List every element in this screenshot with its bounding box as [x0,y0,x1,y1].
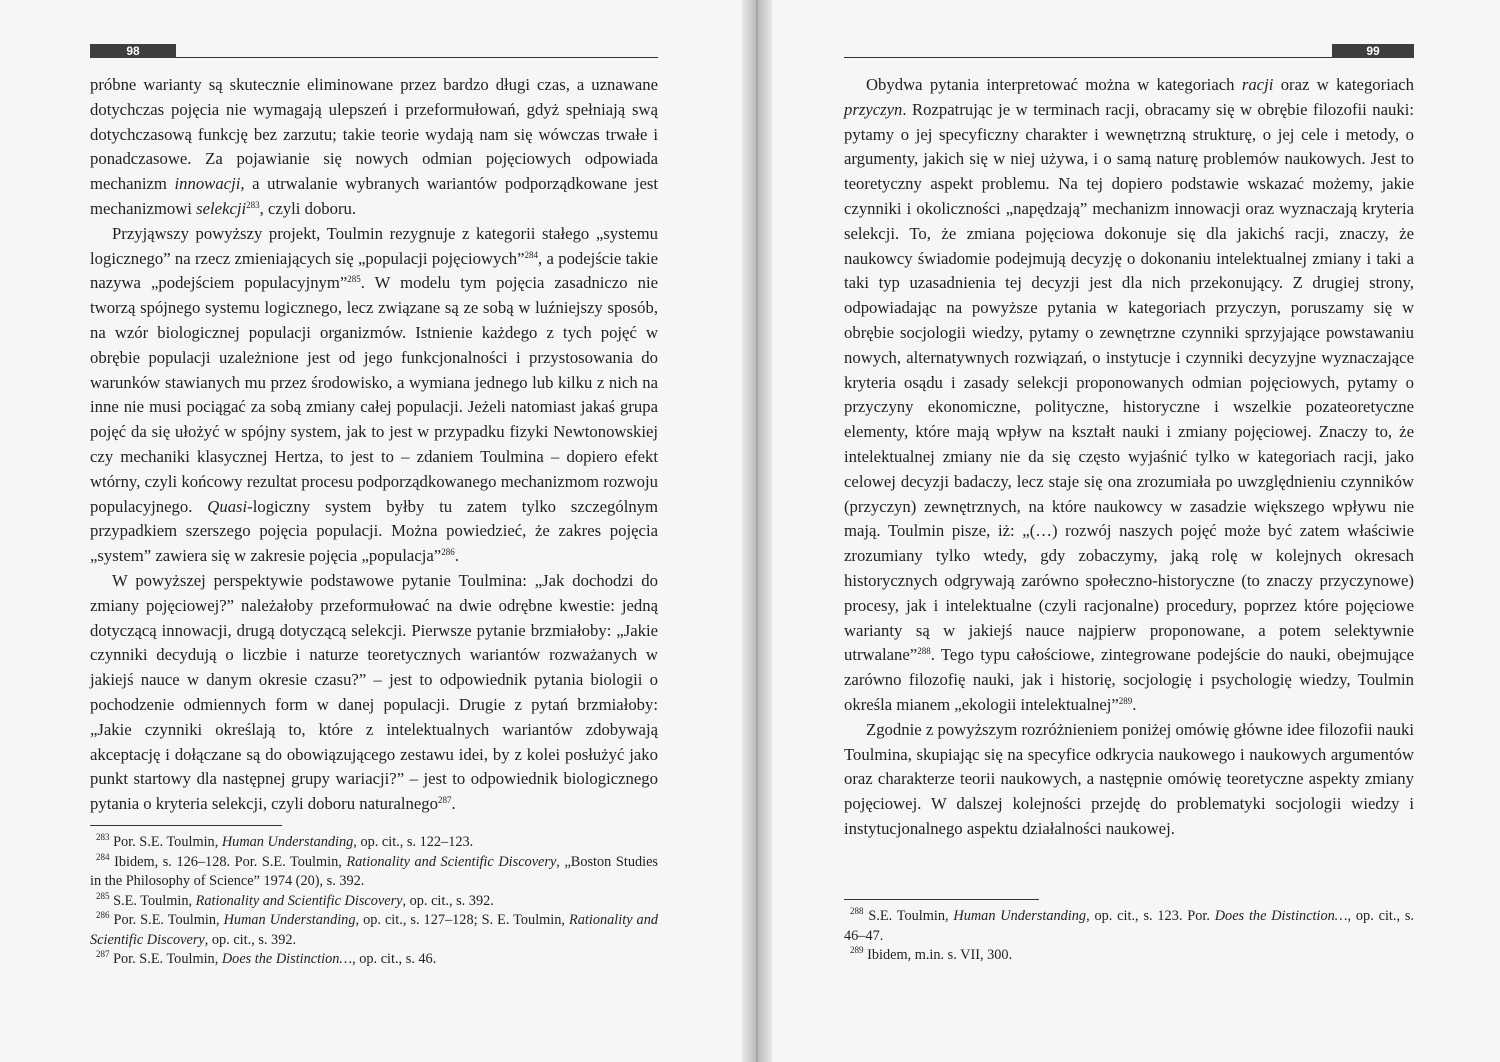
text-run: . Rozpatrując je w terminach racji, obracamy się w obrębie filozofii nauki: pytamy o jej specyficzny charakter i wewnętrzną strukturę, o jej cele i metody, o argumenty, jakich się w niej używa, i o samą naturę problemów naukowych. Jest to teoretyczny aspekt problemu. Na tej dopiero podstawie wskazać możemy, jakie czynniki i okoliczności „napędzają” mechanizm innowacji oraz wyznaczają kryteria selekcji. To, że zmiana pojęciowa dokonuje się dla jakichś racji, znaczy, że naukowcy świadomie podejmują decyzję o dokonaniu intelektualnej zmiany i taki a taki typ uzasadnienia tej decyzji jest dla nich przekonujący. Z drugiej strony, odpowiadając na powyższe pytania w kategoriach przyczyn, poruszamy się w obrębie socjologii wiedzy, pytamy o zewnętrzne czynniki sprzyjające powstawaniu nowych, alternatywnych rozwiązań, o instytucje i czynniki decyzyjne wyznaczające kryteria osądu i zasady selekcji proponowanych odmian pojęciowych, pytamy o przyczyny ekonomiczne, polityczne, historyczne i wszelkie pozateoretyczne elementy, które mają wpływ na kształt nauki i zmiany pojęciowej. Znaczy to, że intelektualnej zmiany nie da się często wyjaśnić tylko w kategoriach racji, jako celowej decyzji badaczy, lecz staje się ona zrozumiała po uwzględnieniu czynników (przyczyn) zewnętrznych, na które naukowcy w zasadzie większego wpływu nie mają. Toulmin pisze, iż: „(…) rozwój naszych pojęć może być zatem właściwie zrozumiany tylko wtedy, gdy zobaczymy, jaką rolę w kolejnych okresach historycznych odgrywają zarówno społeczno-historyczne (to znaczy przyczynowe) procesy, jak i intelektualne (czyli racjonalne) procedury, poprzez które pojęciowe warianty są w jakiejś nauce najpierw proponowane, a potem selektywnie utrwalane” [844,99,1414,665]
italic-text: Rationality and Scientific Discovery [90,912,658,948]
page-number: 98 [90,44,176,58]
text-run: Por. S.E. Toulmin, [109,951,222,967]
text-run: , op. cit., s. 127–128; S. E. Toulmin, [355,912,569,928]
text-run: Ibidem, m.in. s. VII, 300. [863,947,1013,963]
italic-text: Human Understanding [953,908,1087,924]
page-number: 99 [1332,44,1414,58]
text-run: , „Boston Studies in the Philosophy of Science” 1974 (20), s. 392. [90,853,658,889]
italic-text: Does the Distinction… [1214,908,1348,924]
paragraph [90,73,658,222]
italic-text: przyczyn [844,99,903,119]
left-footnotes [90,833,658,970]
text-run: . Tego typu całościowe, zintegrowane podejście do nauki, obejmujące zarówno filozofię nauki, jak i historię, socjologię i psychologię wiedzy, Toulmin określa mianem „ekologii intelektualnej” [844,645,1414,714]
footnote [90,892,658,912]
text-run: Przyjąwszy powyższy projekt, Toulmin rezygnuje z kategorii stałego „systemu logicznego” na rzecz zmieniających się „populacji pojęciowych” [90,223,658,268]
text-run: . W modelu tym pojęcia zasadniczo nie tworzą spójnego systemu logicznego, lecz związane są ze sobą w luźniejszy sposób, na wzór biologicznej populacji organizmów. Istnienie każdego z tych pojęć w obrębie populacji uzależnione jest od jego funkcjonalności i przystosowania do warunków stawianych mu przez środowisko, a wymiana jednego lub kilku z nich na inne nie musi pociągać za sobą zmiany całej populacji. Jeżeli natomiast jakaś grupa pojęć da się ułożyć w spójny system, jak to jest w przypadku fizyki Newtonowskiej czy mechaniki klasycznej Hertza, to jest to – zdaniem Toulmina – dopiero efekt wtórny, czyli końcowy rezultat procesu podporządkowanego mechanizmom rozwoju populacyjnego. [90,273,658,516]
header-rule [176,57,658,58]
footnote-marker: 289 [850,945,864,955]
text-run: Obydwa pytania interpretować można w kategoriach [866,75,1242,94]
italic-text: Quasi [207,496,248,516]
text-run: . [451,794,456,814]
paragraph [844,718,1414,842]
text-run: S.E. Toulmin, [863,908,954,924]
text-run: , op. cit., s. 46. [352,951,437,967]
text-run: , op. cit., s. 122–123. [353,834,474,850]
footnote-rule [90,825,282,826]
text-run: , czyli doboru. [259,198,357,218]
left-page-header [90,44,658,58]
text-run: , op. cit., s. 392. [204,931,297,948]
text-run: , a utrwalanie wybranych wariantów podporządkowane jest mechanizmowi [90,174,658,218]
footnote-marker: 284 [524,249,539,260]
paragraph [90,222,658,569]
text-run: Por. S.E. Toulmin, [109,834,222,850]
italic-text: Human Understanding [221,834,354,850]
italic-text: selekcji [196,198,247,218]
footnote [90,950,658,970]
italic-text: Does the Distinction… [221,951,353,967]
footnote-marker: 284 [96,851,110,862]
text-run: , op. cit., s. 46–47. [844,908,1415,944]
footnote-marker: 288 [850,906,864,916]
footnote-marker: 288 [917,646,931,657]
right-page-header [844,44,1414,58]
right-footnotes [844,907,1414,966]
italic-text: Rationality and Scientific Discovery [346,853,557,870]
footnote-marker: 285 [347,274,361,285]
text-run: . [1132,694,1137,714]
header-rule [844,57,1332,58]
paragraph [90,569,658,817]
text-run: S.E. Toulmin, [109,892,196,909]
paragraph [844,73,1414,718]
text-run: -logiczny system byłby tu zatem tylko szczególnym przypadkiem szerszego pojęcia populacji. Można powiedzieć, że zakres pojęcia „system” zawiera się w zakresie pojęcia „populacja” [90,496,658,566]
footnote-marker: 289 [1118,695,1133,706]
footnote-marker: 286 [441,547,455,558]
footnote [844,946,1414,966]
footnote-marker: 286 [96,910,110,920]
left-body-text [90,73,658,817]
footnote [90,911,658,950]
italic-text: racji [1241,75,1274,94]
footnote-marker: 287 [96,949,110,959]
footnote [90,853,658,892]
footnote-marker: 285 [96,890,110,901]
text-run: , op. cit., s. 123. Por. [1086,908,1215,924]
left-page [0,0,742,1062]
italic-text: Human Understanding [223,912,356,928]
right-body-text [844,73,1414,842]
text-run: próbne warianty są skutecznie eliminowane przez bardzo długi czas, a uznawane dotychczas pojęcia nie wymagają ulepszeń i przeformułowań, gdyż spełniają swą dotychczasową funkcję bez zarzutu; takie teorie wydają nam się wówczas trwałe i ponadczasowe. Za pojawianie się nowych odmian pojęciowych odpowiada mechanizm [90,75,658,194]
text-run: Zgodnie z powyższym rozróżnieniem poniżej omówię główne idee filozofii nauki Toulmina, skupiając się na specyfice odkrycia naukowego i naukowych argumentów oraz charakterze teorii naukowych, a następnie omówię teoretyczne aspekty zmiany pojęciowej. W dalszej kolejności przejdę do problematyki socjologii wiedzy i instytucjonalnego aspektu działalności naukowej. [844,719,1414,838]
text-run: oraz w kategoriach [1273,75,1414,94]
text-run: , op. cit., s. 392. [402,892,494,909]
italic-text: innowacji [174,174,241,194]
right-page [772,0,1500,1062]
footnote-marker: 283 [246,199,260,210]
text-run: , a podejście takie nazywa „podejściem populacyjnym” [90,248,659,293]
italic-text: Rationality and Scientific Discovery [195,892,403,909]
footnote [90,833,658,853]
footnote [844,907,1414,946]
text-run: Por. S.E. Toulmin, [109,912,224,928]
footnote-rule [844,899,1039,900]
book-gutter [742,0,772,1062]
footnote-marker: 283 [96,832,110,842]
text-run: W powyższej perspektywie podstawowe pytanie Toulmina: „Jak dochodzi do zmiany pojęciowej?” należałoby przeformułować na dwie odrębne kwestie: jedną dotyczącą innowacji, drugą dotyczącą selekcji. Pierwsze pytanie brzmiałoby: „Jakie czynniki decydują o liczbie i naturze teoretycznych wariantów rozważanych w jakiejś nauce w danym okresie czasu?” – jest to odpowiednik pytania biologii o pochodzenie odmiennych form w danej populacji. Drugie z pytań brzmiałoby: „Jakie czynniki określają to, które z intelektualnych wariantów zdobywają akceptację i dołączane są do obowiązującego zestawu idei, by z kolei posłużyć jako punkt startowy dla następnej grupy wariacji?” – jest to odpowiednik biologicznego pytania o kryteria selekcji, czyli doboru naturalnego [90,570,658,814]
text-run: . [454,546,459,566]
footnote-marker: 287 [438,795,452,806]
text-run: Ibidem, s. 126–128. Por. S.E. Toulmin, [109,853,347,870]
